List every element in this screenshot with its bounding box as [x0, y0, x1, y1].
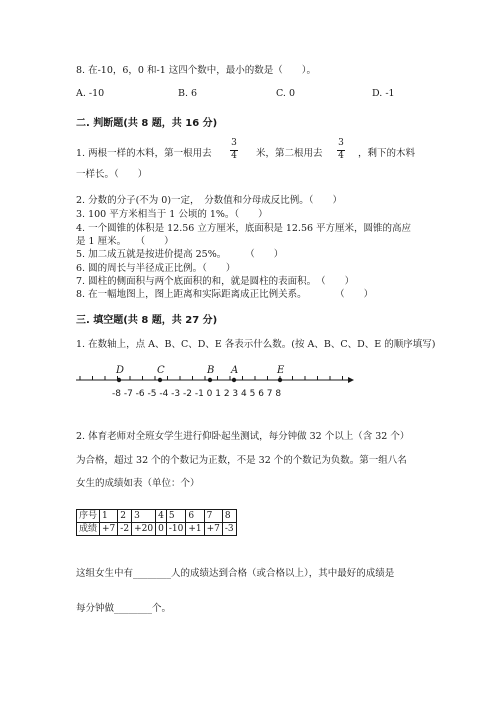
- table-cell: 成绩: [77, 523, 100, 536]
- option-a: A. -10: [76, 88, 105, 99]
- fraction-1-denominator: 4: [231, 151, 237, 161]
- option-c: C. 0: [276, 88, 296, 99]
- table-cell: 8: [222, 510, 236, 523]
- judge-q1-part3: ，剩下的木料: [358, 148, 416, 159]
- number-line-point: [278, 378, 282, 382]
- table-cell: 2: [118, 510, 132, 523]
- option-d: D. -1: [372, 88, 395, 99]
- number-line-point-label: C: [157, 365, 165, 376]
- table-cell: -2: [118, 523, 132, 536]
- judge-q1-line2: 一样长。（ ）: [76, 169, 148, 180]
- fill-q2-blank-1: 这组女生中有________人的成绩达到合格（或合格以上），其中最好的成绩是: [76, 568, 395, 579]
- table-cell: +1: [186, 523, 204, 536]
- judge-item-8: 8. 在一幅地图上，图上距离和实际距离成正比例关系。 （ ）: [76, 289, 374, 300]
- judge-item-4: 4. 一个圆锥的体积是 12.56 立方厘米，底面积是 12.56 平方厘米，圆锥的高应: [76, 223, 412, 234]
- number-line-point: [158, 378, 162, 382]
- table-cell: -3: [222, 523, 236, 536]
- fraction-1-numerator: 3: [231, 138, 237, 148]
- number-line-point-label: D: [116, 365, 125, 376]
- question-8-text: 8. 在-10，6，0 和-1 这四个数中，最小的数是（ ）。: [76, 65, 317, 76]
- table-cell: +20: [132, 523, 156, 536]
- table-row: [77, 523, 237, 536]
- judge-item-4-cont: 是 1 厘米。 （ ）: [76, 236, 174, 247]
- table-row: [77, 510, 237, 523]
- fraction-1: [230, 138, 238, 162]
- table-cell: 5: [166, 510, 186, 523]
- table-cell: 序号: [77, 510, 100, 523]
- number-line-point: [232, 378, 236, 382]
- judge-item-7: 7. 圆柱的侧面积与两个底面积的和，就是圆柱的表面积。 （ ）: [76, 276, 355, 287]
- judge-item-5: 5. 加二成五就是按进价提高 25%。 （ ）: [76, 249, 284, 260]
- number-line-point: [117, 378, 121, 382]
- number-line-point: [208, 378, 212, 382]
- fraction-2-numerator: 3: [338, 138, 344, 148]
- table-cell: 7: [204, 510, 222, 523]
- number-line-tick-labels: -8 -7 -6 -5 -4 -3 -2 -1 0 1 2 3 4 5 6 7 8: [112, 389, 282, 399]
- score-table: [76, 509, 237, 536]
- table-cell: 3: [132, 510, 156, 523]
- number-line-arrow: [348, 377, 354, 383]
- judge-q1-part2: 米，第二根用去: [256, 148, 323, 159]
- fraction-2: [337, 138, 345, 162]
- fill-q1-text: 1. 在数轴上，点 A、B、C、D、E 各表示什么数。(按 A、B、C、D、E 的顺序填写): [76, 339, 436, 350]
- number-line-point-label: B: [207, 365, 215, 376]
- option-b: B. 6: [178, 88, 198, 99]
- table-cell: +7: [204, 523, 222, 536]
- fill-q2-line3: 女生的成绩如表（单位：个）: [76, 478, 200, 489]
- number-line-point-label: E: [277, 365, 285, 376]
- table-cell: 0: [156, 523, 167, 536]
- table-cell: 4: [156, 510, 167, 523]
- number-line: [70, 362, 360, 402]
- fill-q2-blank-2: 每分钟做________个。: [76, 603, 172, 614]
- judge-item-6: 6. 圆的周长与半径成正比例。（ ）: [76, 263, 236, 274]
- judge-item-2: 2. 分数的分子(不为 0)一定， 分数值和分母成反比例。（ ）: [76, 195, 343, 206]
- number-line-point-label: A: [231, 365, 239, 376]
- fraction-2-denominator: 4: [338, 151, 344, 161]
- fill-q2-line2: 为合格，超过 32 个的个数记为正数，不是 32 个的个数记为负数。第一组八名: [76, 455, 407, 466]
- judge-q1-part1: 1. 两根一样的木料，第一根用去: [76, 148, 212, 159]
- section-3-title: 三. 填空题(共 8 题，共 27 分): [76, 315, 218, 326]
- judge-item-3: 3. 100 平方米相当于 1 公顷的 1%。（ ）: [76, 209, 268, 220]
- fill-q2-line1: 2. 体育老师对全班女学生进行仰卧起坐测试，每分钟做 32 个以上（含 32 个）: [76, 431, 410, 442]
- table-cell: +7: [100, 523, 118, 536]
- table-cell: -10: [166, 523, 186, 536]
- section-2-title: 二. 判断题(共 8 题，共 16 分): [76, 118, 218, 129]
- table-cell: 1: [100, 510, 118, 523]
- table-cell: 6: [186, 510, 204, 523]
